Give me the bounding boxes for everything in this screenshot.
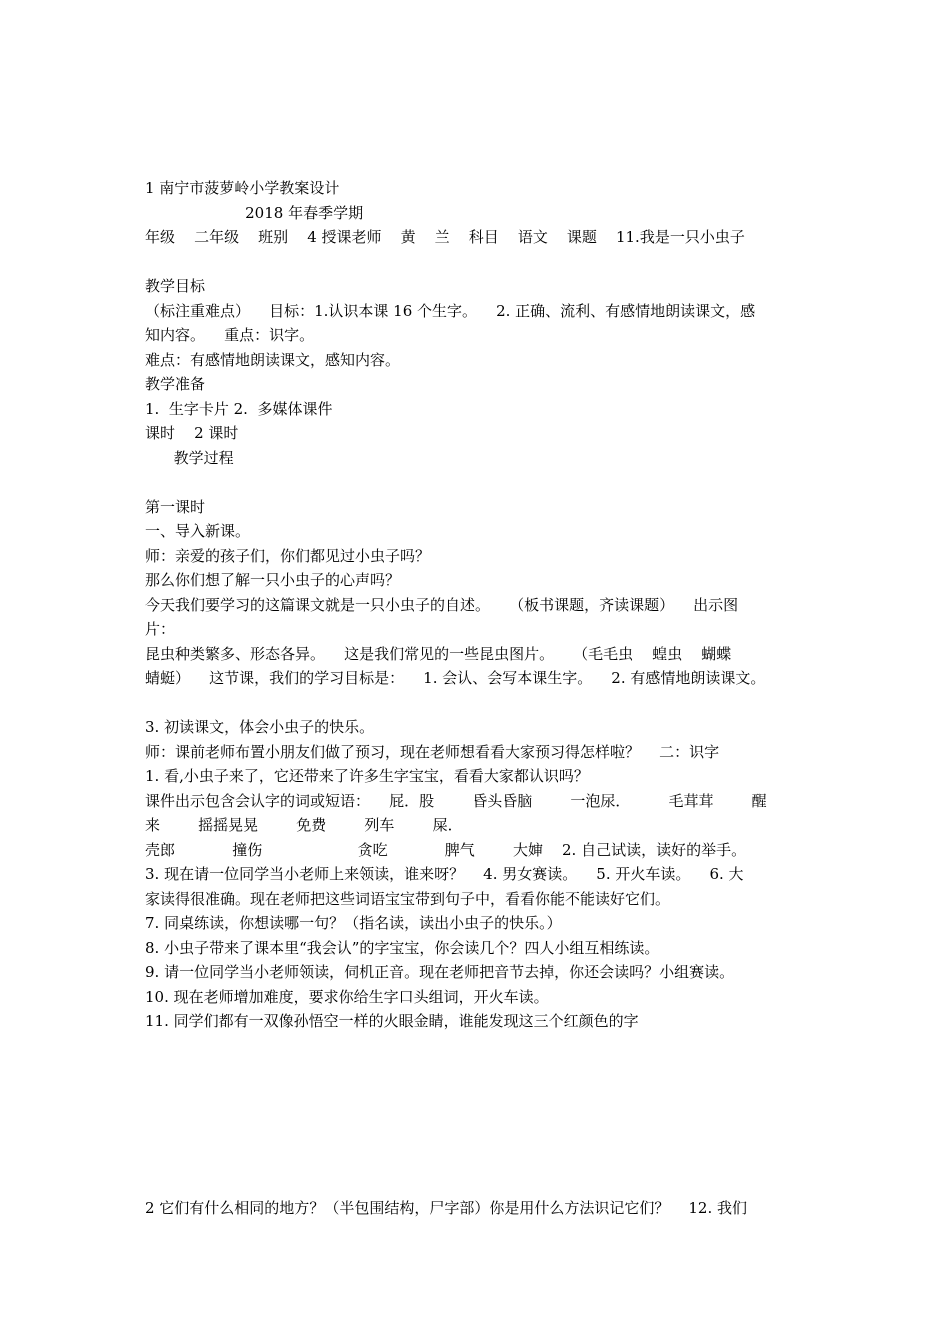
text-line: 师：课前老师布置小朋友们做了预习，现在老师想看看大家预习得怎样啦？ 二：识字 [145,742,720,761]
text-line: 教学准备 [145,375,206,393]
text-line: 昆虫种类繁多、形态各异。 这是我们常见的一些昆虫图片。 （毛毛虫 蝗虫 蝴蝶 [145,644,732,663]
text-line: 3. 初读课文，体会小虫子的快乐。 [145,718,375,736]
text-line: 课件出示包含会认字的词或短语： 屁．股 昏头昏脑 一泡尿． 毛茸茸 醒 [145,791,767,810]
text-line: 一、导入新课。 [145,522,251,540]
text-line: 年级 二年级 班别 4 授课老师 黄 兰 科目 语文 课题 11.我是一只小虫子 [145,228,745,246]
text-line: 2018 年春季学期 [145,203,364,222]
text-line: 今天我们要学习的这篇课文就是一只小虫子的自述。 （板书课题，齐读课题） 出示图 [145,595,739,614]
text-line: （标注重难点） 目标：1.认识本课 16 个生字。 2. 正确、流利、有感情地朗读课文，感 [145,301,756,320]
text-line: 1 南宁市菠萝岭小学教案设计 [145,179,340,197]
page-footer-line: 2 它们有什么相同的地方？（半包围结构，尸字部）你是用什么方法识记它们？ 12. 我们 [145,1199,748,1217]
text-line: 课时 2 课时 [145,424,239,442]
text-line: 来 摇摇晃晃 免费 列车 屎． [145,816,463,834]
text-line: 1. 看,小虫子来了，它还带来了许多生字宝宝，看看大家都认识吗？ [145,767,589,785]
text-line: 7. 同桌练读，你想读哪一句？（指名读，读出小虫子的快乐。） [145,914,562,932]
text-line: 那么你们想了解一只小虫子的心声吗？ [145,571,401,589]
text-line: 第一课时 [145,497,206,516]
text-line: 知内容。 重点：识字。 [145,326,315,344]
text-line: 11. 同学们都有一双像孙悟空一样的火眼金睛，谁能发现这三个红颜色的字 [145,1012,639,1030]
text-line: 8. 小虫子带来了课本里“我会认”的字宝宝，你会读几个？四人小组互相练读。 [145,938,660,957]
text-line: 难点：有感情地朗读课文，感知内容。 [145,350,401,369]
lesson-plan-body [145,176,820,1034]
blank-line [145,691,820,716]
text-line: 1. 生字卡片 2. 多媒体课件 [145,399,333,418]
text-line: 师：亲爱的孩子们，你们都见过小虫子吗？ [145,546,431,565]
text-line: 9. 请一位同学当小老师领读，伺机正音。现在老师把音节去掉，你还会读吗？小组赛读。 [145,963,735,981]
text-line: 教学过程 [145,448,234,467]
text-line: 壳郎 撞伤 贪吃 脾气 大婶 2. 自己试读，读好的举手。 [145,840,747,859]
text-line: 教学目标 [145,277,206,295]
text-line: 蜻蜓） 这节课，我们的学习目标是： 1. 会认、会写本课生字。 2. 有感情地朗读课文。 [145,669,766,687]
text-line: 3. 现在请一位同学当小老师上来领读，谁来呀？ 4. 男女赛读。 5. 开火车读。 6. 大 [145,865,744,883]
blank-line [145,250,820,275]
text-line: 家读得很准确。现在老师把这些词语宝宝带到句子中，看看你能不能读好它们。 [145,889,671,908]
text-line: 10. 现在老师增加难度，要求你给生字口头组词，开火车读。 [145,987,549,1006]
text-line: 片： [145,620,176,638]
blank-line [145,470,820,495]
